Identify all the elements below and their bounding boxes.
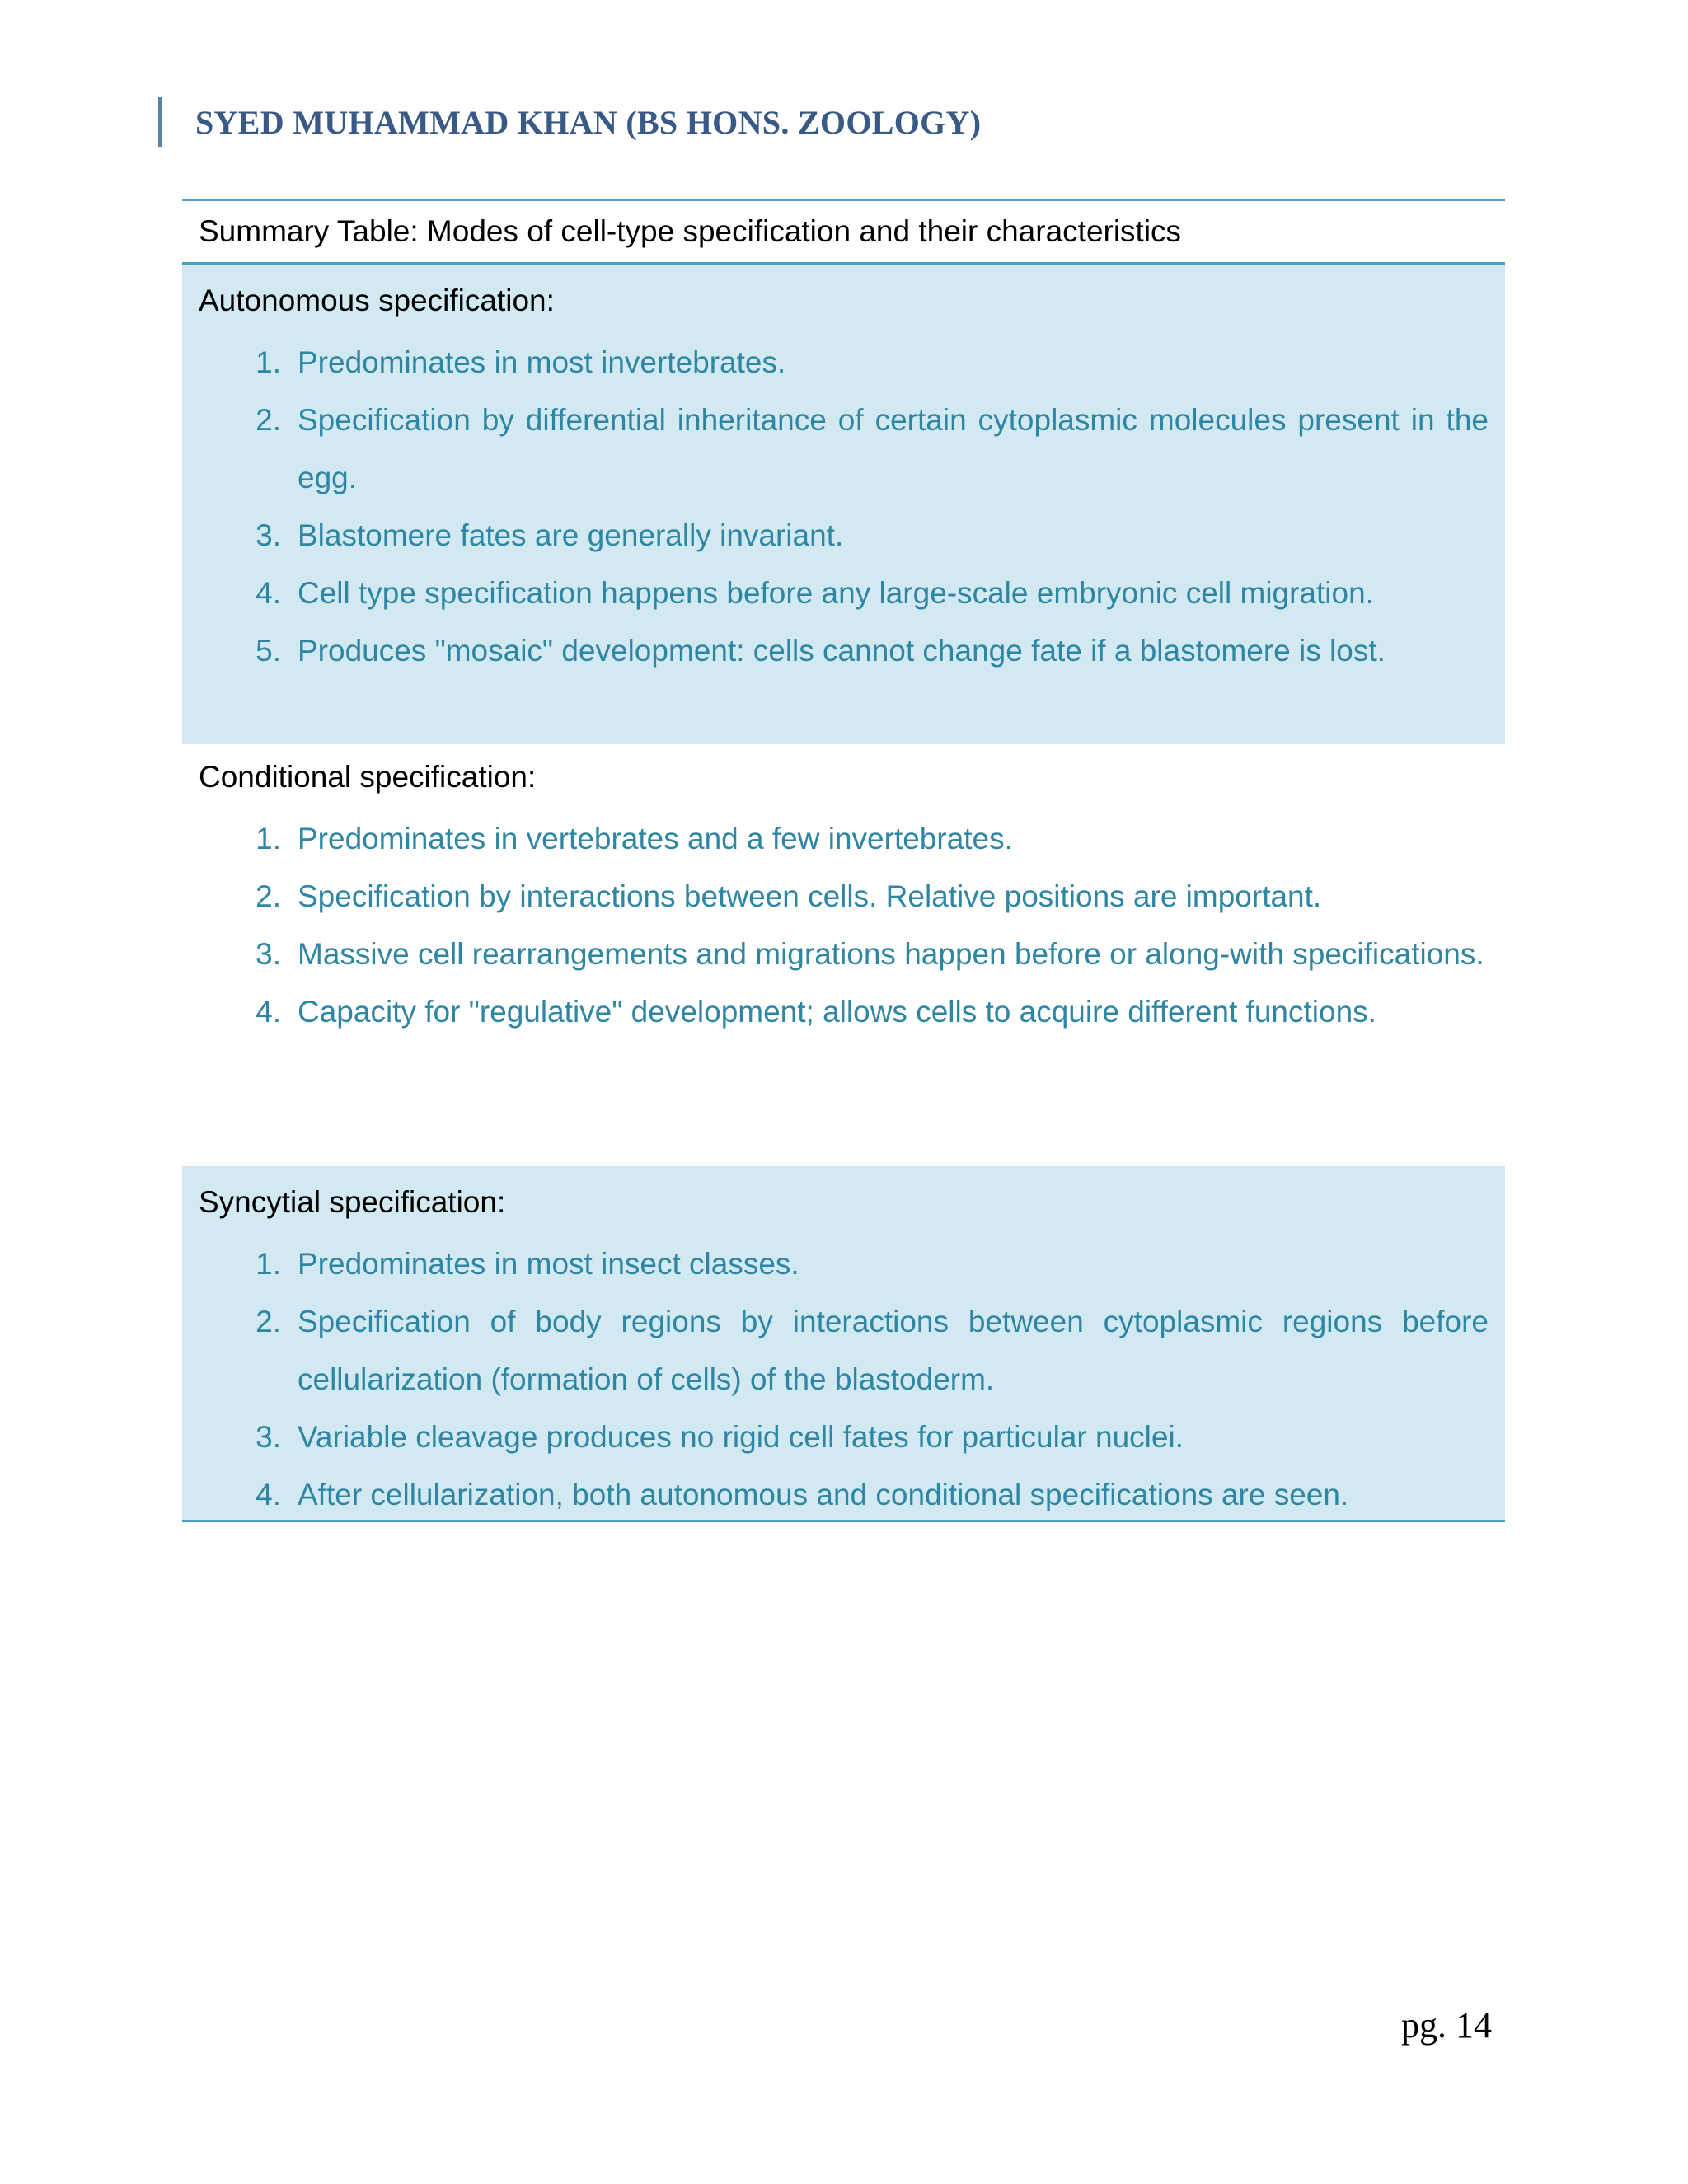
- item-number: 1.: [256, 345, 281, 379]
- section-title: Autonomous specification:: [199, 284, 555, 317]
- item-text: Blastomere fates are generally invariant.: [298, 518, 844, 552]
- item-number: 3.: [256, 937, 281, 971]
- section-title: Syncytial specification:: [199, 1185, 506, 1219]
- item-text: Massive cell rearrangements and migrations happen before or along-with specifications.: [298, 937, 1484, 971]
- table-caption: Summary Table: Modes of cell-type specification and their characteristics: [182, 199, 1505, 265]
- section-autonomous: [182, 265, 1505, 744]
- item-text: Variable cleavage produces no rigid cell fates for particular nuclei.: [298, 1420, 1184, 1454]
- page-number: pg. 14: [1401, 2005, 1492, 2046]
- list-item: [199, 926, 1489, 983]
- summary-table: [182, 199, 1505, 1522]
- item-number: 3.: [256, 518, 281, 552]
- item-text: Cell type specification happens before any large-scale embryonic cell migration.: [298, 576, 1374, 610]
- item-number: 3.: [256, 1420, 281, 1454]
- item-text: After cellularization, both autonomous and conditional specifications are seen.: [298, 1478, 1349, 1511]
- list-item: [199, 1466, 1489, 1524]
- item-text: Predominates in most invertebrates.: [298, 345, 786, 379]
- item-text: Produces "mosaic" development: cells cannot change fate if a blastomere is lost.: [298, 634, 1386, 668]
- item-number: 5.: [256, 634, 281, 668]
- page-header: [158, 97, 981, 147]
- item-number: 4.: [256, 995, 281, 1029]
- item-text: Predominates in vertebrates and a few invertebrates.: [298, 822, 1013, 855]
- list-item: [199, 810, 1489, 868]
- list-item: [199, 983, 1489, 1041]
- list-item: [199, 507, 1489, 565]
- header-title: SYED MUHAMMAD KHAN (BS HONS. ZOOLOGY): [195, 103, 982, 141]
- list-item: [199, 1235, 1489, 1293]
- item-number: 4.: [256, 1478, 281, 1511]
- list-item: [199, 334, 1489, 391]
- list-item: [199, 1408, 1489, 1466]
- section-list: [199, 810, 1489, 1041]
- item-text: Specification by differential inheritance of certain cytoplasmic molecules present in the egg.: [298, 403, 1489, 494]
- item-number: 4.: [256, 576, 281, 610]
- item-number: 1.: [256, 1247, 281, 1281]
- list-item: [199, 1293, 1489, 1408]
- list-item: [199, 391, 1489, 507]
- item-number: 2.: [256, 403, 281, 437]
- item-text: Specification of body regions by interactions between cytoplasmic regions before cellularization (formation of cells) of the blastoderm.: [298, 1305, 1489, 1396]
- section-list: [199, 1235, 1489, 1524]
- item-number: 1.: [256, 822, 281, 855]
- list-item: [199, 565, 1489, 622]
- section-conditional: [182, 744, 1505, 1166]
- section-title: Conditional specification:: [199, 760, 537, 794]
- item-text: Predominates in most insect classes.: [298, 1247, 799, 1281]
- list-item: [199, 622, 1489, 680]
- section-list: [199, 334, 1489, 680]
- item-number: 2.: [256, 1305, 281, 1338]
- item-text: Capacity for "regulative" development; allows cells to acquire different functions.: [298, 995, 1376, 1029]
- section-syncytial: [182, 1166, 1505, 1522]
- item-text: Specification by interactions between cells. Relative positions are important.: [298, 879, 1322, 913]
- item-number: 2.: [256, 879, 281, 913]
- list-item: [199, 868, 1489, 926]
